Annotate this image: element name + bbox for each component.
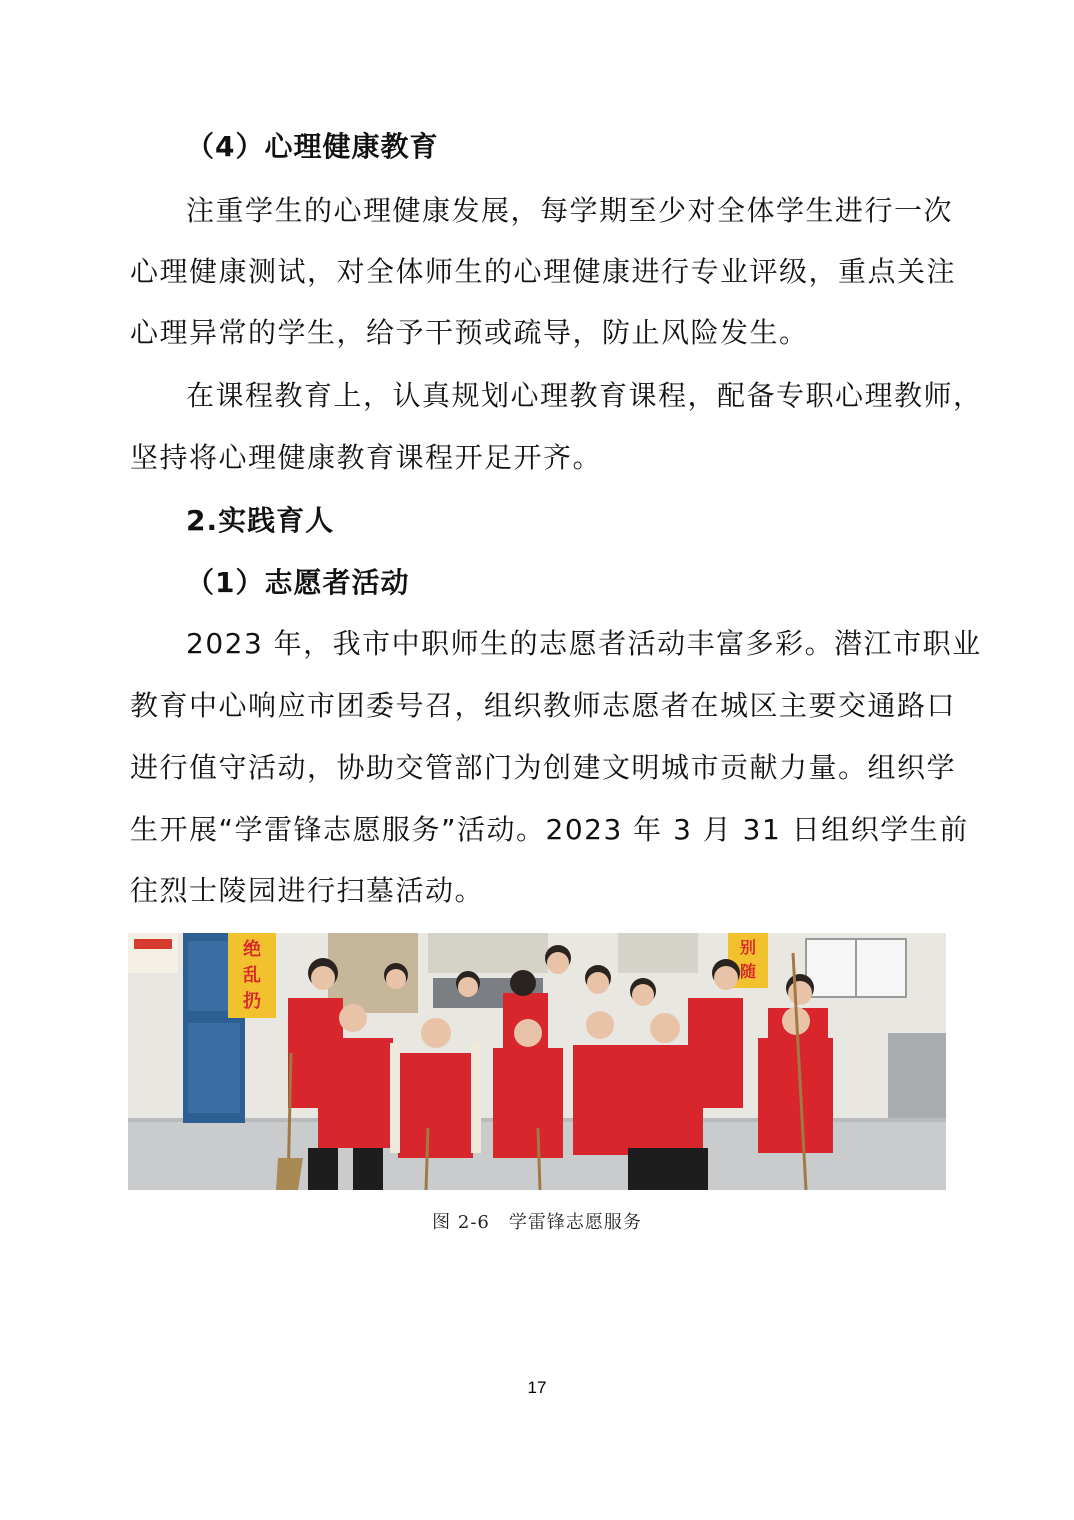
figure-caption: 图 2-6 学雷锋志愿服务 [432, 1212, 642, 1233]
section-heading-psych-health: （4）心理健康教育 [186, 130, 439, 163]
subsection-heading-volunteer: （1）志愿者活动 [186, 566, 410, 599]
svg-text:绝: 绝 [243, 939, 261, 960]
page-number: 17 [527, 1378, 547, 1397]
volunteer-group-photo [128, 933, 946, 1190]
paragraph-line: 教育中心响应市团委号召，组织教师志愿者在城区主要交通路口 [130, 689, 957, 722]
paragraph-line: 2023 年，我市中职师生的志愿者活动丰富多彩。潜江市职业 [186, 627, 982, 660]
paragraph-line: 往烈士陵园进行扫墓活动。 [130, 874, 485, 907]
paragraph-line: 心理异常的学生，给予干预或疏导，防止风险发生。 [130, 316, 809, 349]
paragraph-line: 注重学生的心理健康发展，每学期至少对全体学生进行一次 [186, 194, 954, 227]
paragraph-line: 进行值守活动，协助交管部门为创建文明城市贡献力量。组织学 [130, 751, 957, 784]
svg-text:别: 别 [739, 938, 757, 957]
paragraph-line: 生开展“学雷锋志愿服务”活动。2023 年 3 月 31 日组织学生前 [130, 813, 969, 846]
paragraph-line: 心理健康测试，对全体师生的心理健康进行专业评级，重点关注 [130, 255, 957, 288]
svg-text:随: 随 [739, 962, 757, 981]
svg-text:乱: 乱 [243, 965, 261, 986]
section-heading-practice: 2.实践育人 [186, 504, 335, 537]
svg-text:扔: 扔 [243, 991, 261, 1012]
paragraph-line: 坚持将心理健康教育课程开足开齐。 [130, 441, 603, 474]
paragraph-line: 在课程教育上，认真规划心理教育课程，配备专职心理教师， [186, 379, 983, 412]
